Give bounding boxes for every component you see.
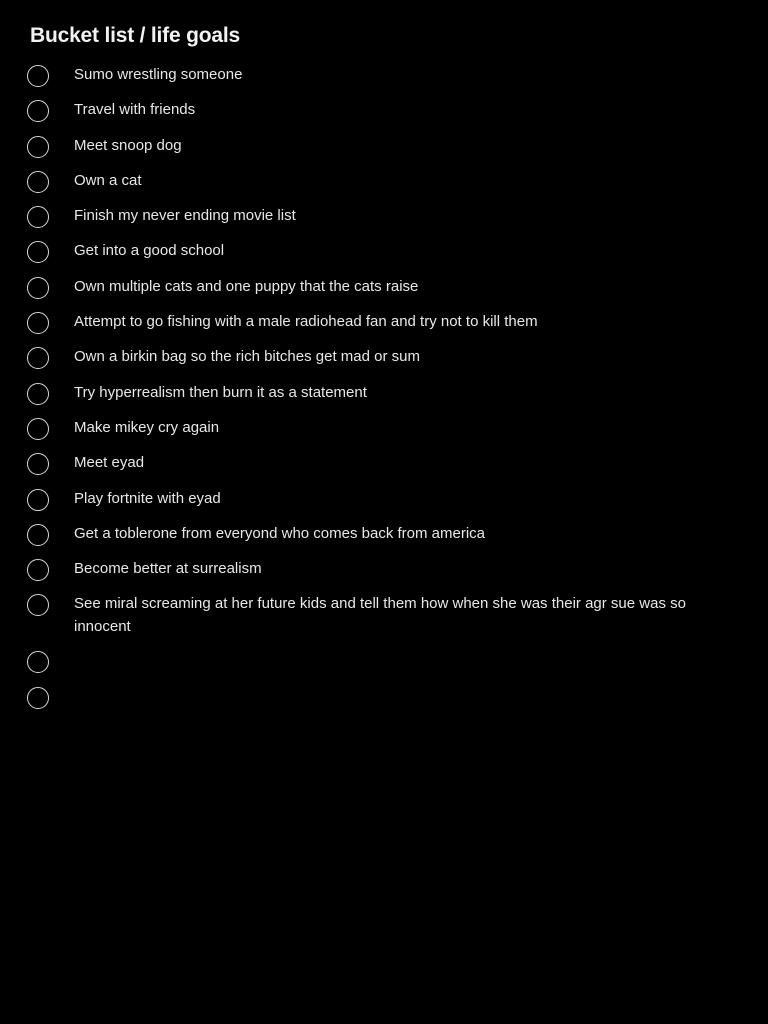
checkbox-circle-icon[interactable]	[27, 312, 49, 334]
checkbox-circle-icon[interactable]	[27, 651, 49, 673]
checklist-item-text[interactable]: Meet eyad	[74, 454, 145, 472]
checkbox-circle-icon[interactable]	[27, 594, 49, 616]
checklist-item-empty	[0, 648, 768, 683]
checklist-item	[0, 521, 768, 556]
checklist-item	[0, 450, 768, 485]
checklist-item-text[interactable]: See miral screaming at her future kids and tell them how when she was their agr sue was so innocent	[74, 595, 686, 635]
checkbox-circle-icon[interactable]	[27, 347, 49, 369]
checklist-item-text[interactable]	[74, 684, 734, 686]
checklist-item-text[interactable]: Become better at surrealism	[74, 560, 262, 578]
checklist-item	[0, 380, 768, 415]
checklist-item	[0, 274, 768, 309]
checklist-item-text[interactable]: Get into a good school	[74, 242, 225, 260]
checkbox-circle-icon[interactable]	[27, 524, 49, 546]
checkbox-circle-icon[interactable]	[27, 489, 49, 511]
checklist-item-text[interactable]: Finish my never ending movie list	[74, 207, 296, 225]
checklist-item-text[interactable]: Sumo wrestling someone	[74, 66, 243, 83]
checklist-item-text[interactable]: Play fortnite with eyad	[74, 489, 221, 507]
checklist-item-text[interactable]: Make mikey cry again	[74, 418, 220, 436]
checkbox-circle-icon[interactable]	[27, 418, 49, 440]
checklist-item-empty	[0, 684, 768, 719]
checklist-item-text[interactable]: Meet snoop dog	[74, 136, 182, 154]
checkbox-circle-icon[interactable]	[27, 136, 49, 158]
checklist-item	[0, 556, 768, 591]
checkbox-circle-icon[interactable]	[27, 687, 49, 709]
checklist-item	[0, 238, 768, 273]
checklist-item-text[interactable]: Own a birkin bag so the rich bitches get mad or sum	[74, 348, 420, 366]
checklist-item	[0, 203, 768, 238]
checklist-item	[0, 133, 768, 168]
checkbox-circle-icon[interactable]	[27, 206, 49, 228]
checkbox-circle-icon[interactable]	[27, 559, 49, 581]
checkbox-circle-icon[interactable]	[27, 171, 49, 193]
checklist-item-text[interactable]: Try hyperrealism then burn it as a statement	[74, 383, 367, 401]
checkbox-circle-icon[interactable]	[27, 277, 49, 299]
checklist-item-text[interactable]: Travel with friends	[74, 101, 196, 119]
checklist-item-text[interactable]: Get a toblerone from everyond who comes back from america	[74, 524, 486, 542]
checklist-item	[0, 309, 768, 344]
checkbox-circle-icon[interactable]	[27, 383, 49, 405]
checklist-item-text[interactable]: Attempt to go fishing with a male radiohead fan and try not to kill them	[74, 313, 538, 331]
checklist-item	[0, 97, 768, 132]
checklist-item	[0, 591, 768, 648]
checklist-item	[0, 344, 768, 379]
checklist-item	[0, 168, 768, 203]
checklist-item	[0, 62, 768, 97]
checklist	[0, 62, 768, 719]
checklist-item	[0, 415, 768, 450]
checklist-item-text[interactable]	[74, 648, 734, 650]
checkbox-circle-icon[interactable]	[27, 453, 49, 475]
checklist-item-text[interactable]: Own multiple cats and one puppy that the cats raise	[74, 277, 419, 295]
checkbox-circle-icon[interactable]	[27, 241, 49, 263]
checklist-item-text[interactable]: Own a cat	[74, 171, 142, 189]
checkbox-circle-icon[interactable]	[27, 65, 49, 87]
note-title[interactable]: Bucket list / life goals	[30, 24, 240, 47]
checkbox-circle-icon[interactable]	[27, 100, 49, 122]
checklist-item	[0, 486, 768, 521]
